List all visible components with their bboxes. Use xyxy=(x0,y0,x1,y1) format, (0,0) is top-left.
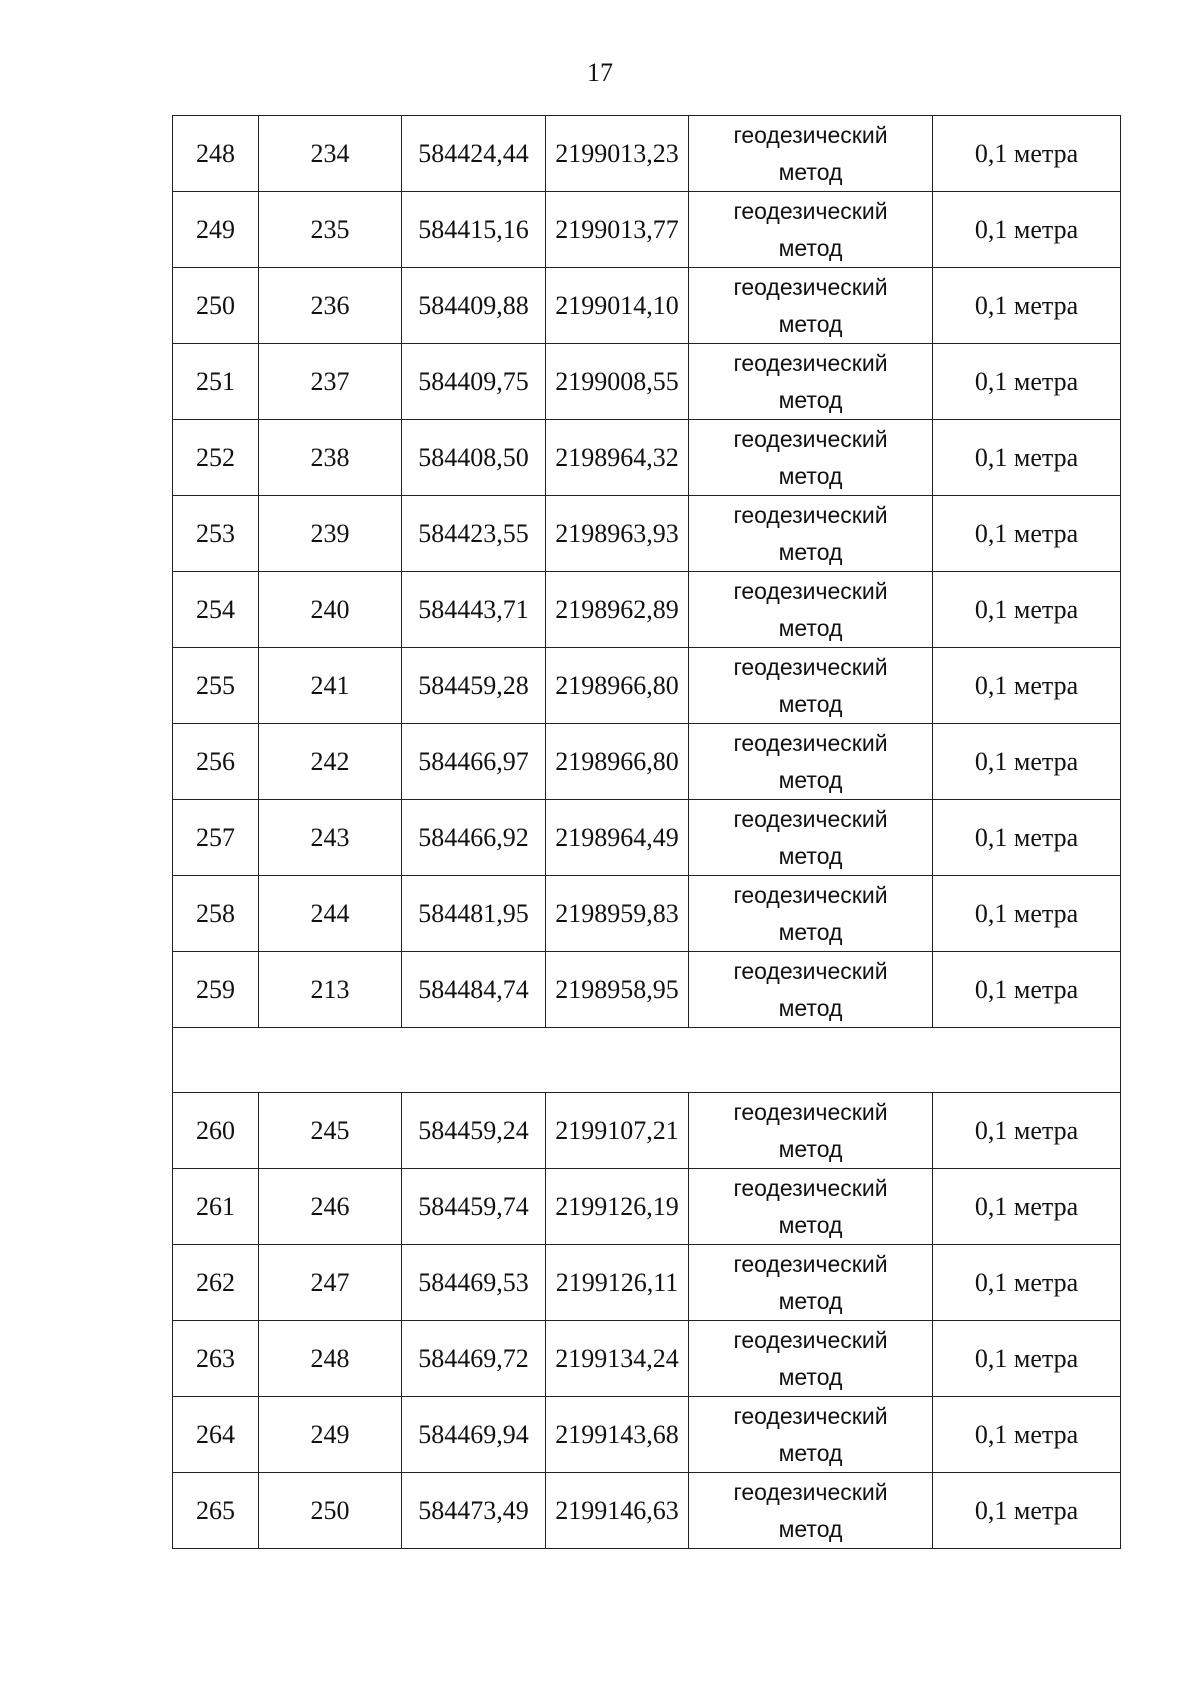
accuracy-cell: 0,1 метра xyxy=(933,800,1121,876)
method-text: геодезический xyxy=(733,197,888,224)
point-number-cell: 249 xyxy=(259,1397,402,1473)
accuracy-cell: 0,1 метра xyxy=(933,1321,1121,1397)
x-coordinate-cell: 584481,95 xyxy=(402,876,546,952)
table-body-group-1 xyxy=(173,116,1121,1028)
y-coordinate-cell: 2199107,21 xyxy=(546,1093,689,1169)
x-coordinate-cell: 584466,97 xyxy=(402,724,546,800)
point-number-cell: 241 xyxy=(259,648,402,724)
x-coordinate-cell: 584469,53 xyxy=(402,1245,546,1321)
point-number-cell: 244 xyxy=(259,876,402,952)
point-number-cell: 250 xyxy=(259,1473,402,1549)
method-text: геодезический xyxy=(733,121,888,148)
y-coordinate-cell: 2199143,68 xyxy=(546,1397,689,1473)
row-number-cell: 257 xyxy=(173,800,259,876)
x-coordinate-cell: 584409,88 xyxy=(402,268,546,344)
x-coordinate-cell: 584469,94 xyxy=(402,1397,546,1473)
y-coordinate-cell: 2198964,49 xyxy=(546,800,689,876)
method-text: метод xyxy=(778,310,843,337)
method-text: геодезический xyxy=(733,1478,888,1505)
method-text: геодезический xyxy=(733,957,888,984)
table-row xyxy=(173,192,1121,268)
method-text: метод xyxy=(778,1211,843,1238)
method-cell xyxy=(689,648,933,724)
method-text: метод xyxy=(778,918,843,945)
table-row xyxy=(173,952,1121,1028)
y-coordinate-cell: 2199014,10 xyxy=(546,268,689,344)
point-number-cell: 246 xyxy=(259,1169,402,1245)
y-coordinate-cell: 2199008,55 xyxy=(546,344,689,420)
method-cell xyxy=(689,496,933,572)
method-text: метод xyxy=(778,158,843,185)
y-coordinate-cell: 2198959,83 xyxy=(546,876,689,952)
accuracy-cell: 0,1 метра xyxy=(933,496,1121,572)
method-cell xyxy=(689,192,933,268)
method-cell xyxy=(689,724,933,800)
row-number-cell: 264 xyxy=(173,1397,259,1473)
x-coordinate-cell: 584424,44 xyxy=(402,116,546,192)
method-cell xyxy=(689,420,933,496)
x-coordinate-cell: 584408,50 xyxy=(402,420,546,496)
accuracy-cell: 0,1 метра xyxy=(933,1169,1121,1245)
accuracy-cell: 0,1 метра xyxy=(933,648,1121,724)
point-number-cell: 236 xyxy=(259,268,402,344)
coordinates-table xyxy=(172,115,1121,1549)
row-number-cell: 254 xyxy=(173,572,259,648)
method-text: метод xyxy=(778,234,843,261)
row-number-cell: 255 xyxy=(173,648,259,724)
method-cell xyxy=(689,268,933,344)
accuracy-cell: 0,1 метра xyxy=(933,1473,1121,1549)
empty-separator-cell xyxy=(173,1028,1121,1093)
method-cell xyxy=(689,876,933,952)
method-text: метод xyxy=(778,1135,843,1162)
table-body-group-2 xyxy=(173,1093,1121,1549)
method-text: метод xyxy=(778,1515,843,1542)
method-cell xyxy=(689,572,933,648)
y-coordinate-cell: 2198966,80 xyxy=(546,724,689,800)
accuracy-cell: 0,1 метра xyxy=(933,876,1121,952)
accuracy-cell: 0,1 метра xyxy=(933,724,1121,800)
point-number-cell: 238 xyxy=(259,420,402,496)
y-coordinate-cell: 2199013,77 xyxy=(546,192,689,268)
point-number-cell: 243 xyxy=(259,800,402,876)
method-text: метод xyxy=(778,462,843,489)
method-cell xyxy=(689,1473,933,1549)
x-coordinate-cell: 584409,75 xyxy=(402,344,546,420)
point-number-cell: 247 xyxy=(259,1245,402,1321)
row-number-cell: 260 xyxy=(173,1093,259,1169)
table-row xyxy=(173,1321,1121,1397)
row-number-cell: 252 xyxy=(173,420,259,496)
row-number-cell: 259 xyxy=(173,952,259,1028)
method-cell xyxy=(689,1169,933,1245)
method-cell xyxy=(689,1093,933,1169)
x-coordinate-cell: 584443,71 xyxy=(402,572,546,648)
method-text: метод xyxy=(778,690,843,717)
method-cell xyxy=(689,344,933,420)
y-coordinate-cell: 2198966,80 xyxy=(546,648,689,724)
method-cell xyxy=(689,1321,933,1397)
method-text: метод xyxy=(778,614,843,641)
row-number-cell: 262 xyxy=(173,1245,259,1321)
point-number-cell: 240 xyxy=(259,572,402,648)
row-number-cell: 253 xyxy=(173,496,259,572)
empty-separator-row xyxy=(173,1028,1121,1093)
x-coordinate-cell: 584459,74 xyxy=(402,1169,546,1245)
y-coordinate-cell: 2199146,63 xyxy=(546,1473,689,1549)
method-text: геодезический xyxy=(733,1326,888,1353)
x-coordinate-cell: 584423,55 xyxy=(402,496,546,572)
point-number-cell: 237 xyxy=(259,344,402,420)
method-text: геодезический xyxy=(733,653,888,680)
x-coordinate-cell: 584459,24 xyxy=(402,1093,546,1169)
method-text: метод xyxy=(778,766,843,793)
table-row xyxy=(173,1169,1121,1245)
table-row xyxy=(173,1397,1121,1473)
accuracy-cell: 0,1 метра xyxy=(933,268,1121,344)
accuracy-cell: 0,1 метра xyxy=(933,572,1121,648)
table-row xyxy=(173,724,1121,800)
accuracy-cell: 0,1 метра xyxy=(933,1397,1121,1473)
point-number-cell: 213 xyxy=(259,952,402,1028)
table-row xyxy=(173,648,1121,724)
method-text: метод xyxy=(778,1439,843,1466)
method-text: геодезический xyxy=(733,349,888,376)
table-row xyxy=(173,496,1121,572)
method-text: геодезический xyxy=(733,577,888,604)
row-number-cell: 248 xyxy=(173,116,259,192)
row-number-cell: 258 xyxy=(173,876,259,952)
point-number-cell: 234 xyxy=(259,116,402,192)
table-row xyxy=(173,420,1121,496)
point-number-cell: 248 xyxy=(259,1321,402,1397)
point-number-cell: 235 xyxy=(259,192,402,268)
method-cell xyxy=(689,1245,933,1321)
y-coordinate-cell: 2198962,89 xyxy=(546,572,689,648)
table-separator xyxy=(173,1028,1121,1093)
accuracy-cell: 0,1 метра xyxy=(933,344,1121,420)
method-cell xyxy=(689,952,933,1028)
point-number-cell: 245 xyxy=(259,1093,402,1169)
row-number-cell: 249 xyxy=(173,192,259,268)
table-row xyxy=(173,572,1121,648)
method-text: метод xyxy=(778,994,843,1021)
method-text: геодезический xyxy=(733,273,888,300)
method-text: геодезический xyxy=(733,881,888,908)
method-text: геодезический xyxy=(733,1250,888,1277)
method-text: геодезический xyxy=(733,1402,888,1429)
table-row xyxy=(173,1093,1121,1169)
method-text: геодезический xyxy=(733,805,888,832)
y-coordinate-cell: 2199013,23 xyxy=(546,116,689,192)
method-text: метод xyxy=(778,842,843,869)
y-coordinate-cell: 2198964,32 xyxy=(546,420,689,496)
y-coordinate-cell: 2199134,24 xyxy=(546,1321,689,1397)
row-number-cell: 261 xyxy=(173,1169,259,1245)
table-row xyxy=(173,268,1121,344)
accuracy-cell: 0,1 метра xyxy=(933,116,1121,192)
x-coordinate-cell: 584466,92 xyxy=(402,800,546,876)
method-cell xyxy=(689,116,933,192)
table-row xyxy=(173,1473,1121,1549)
method-text: метод xyxy=(778,538,843,565)
accuracy-cell: 0,1 метра xyxy=(933,192,1121,268)
table-row xyxy=(173,1245,1121,1321)
table-row xyxy=(173,344,1121,420)
x-coordinate-cell: 584415,16 xyxy=(402,192,546,268)
point-number-cell: 242 xyxy=(259,724,402,800)
method-text: геодезический xyxy=(733,425,888,452)
method-text: метод xyxy=(778,1287,843,1314)
method-text: метод xyxy=(778,1363,843,1390)
y-coordinate-cell: 2198958,95 xyxy=(546,952,689,1028)
method-text: метод xyxy=(778,386,843,413)
x-coordinate-cell: 584473,49 xyxy=(402,1473,546,1549)
method-text: геодезический xyxy=(733,1174,888,1201)
accuracy-cell: 0,1 метра xyxy=(933,952,1121,1028)
point-number-cell: 239 xyxy=(259,496,402,572)
x-coordinate-cell: 584484,74 xyxy=(402,952,546,1028)
table-row xyxy=(173,800,1121,876)
row-number-cell: 256 xyxy=(173,724,259,800)
method-text: геодезический xyxy=(733,729,888,756)
row-number-cell: 265 xyxy=(173,1473,259,1549)
method-cell xyxy=(689,800,933,876)
y-coordinate-cell: 2199126,19 xyxy=(546,1169,689,1245)
table-row xyxy=(173,116,1121,192)
accuracy-cell: 0,1 метра xyxy=(933,1245,1121,1321)
y-coordinate-cell: 2199126,11 xyxy=(546,1245,689,1321)
row-number-cell: 263 xyxy=(173,1321,259,1397)
x-coordinate-cell: 584459,28 xyxy=(402,648,546,724)
method-text: геодезический xyxy=(733,1098,888,1125)
method-text: геодезический xyxy=(733,501,888,528)
row-number-cell: 250 xyxy=(173,268,259,344)
accuracy-cell: 0,1 метра xyxy=(933,420,1121,496)
y-coordinate-cell: 2198963,93 xyxy=(546,496,689,572)
accuracy-cell: 0,1 метра xyxy=(933,1093,1121,1169)
table-row xyxy=(173,876,1121,952)
page-number: 17 xyxy=(587,58,613,87)
row-number-cell: 251 xyxy=(173,344,259,420)
method-cell xyxy=(689,1397,933,1473)
x-coordinate-cell: 584469,72 xyxy=(402,1321,546,1397)
